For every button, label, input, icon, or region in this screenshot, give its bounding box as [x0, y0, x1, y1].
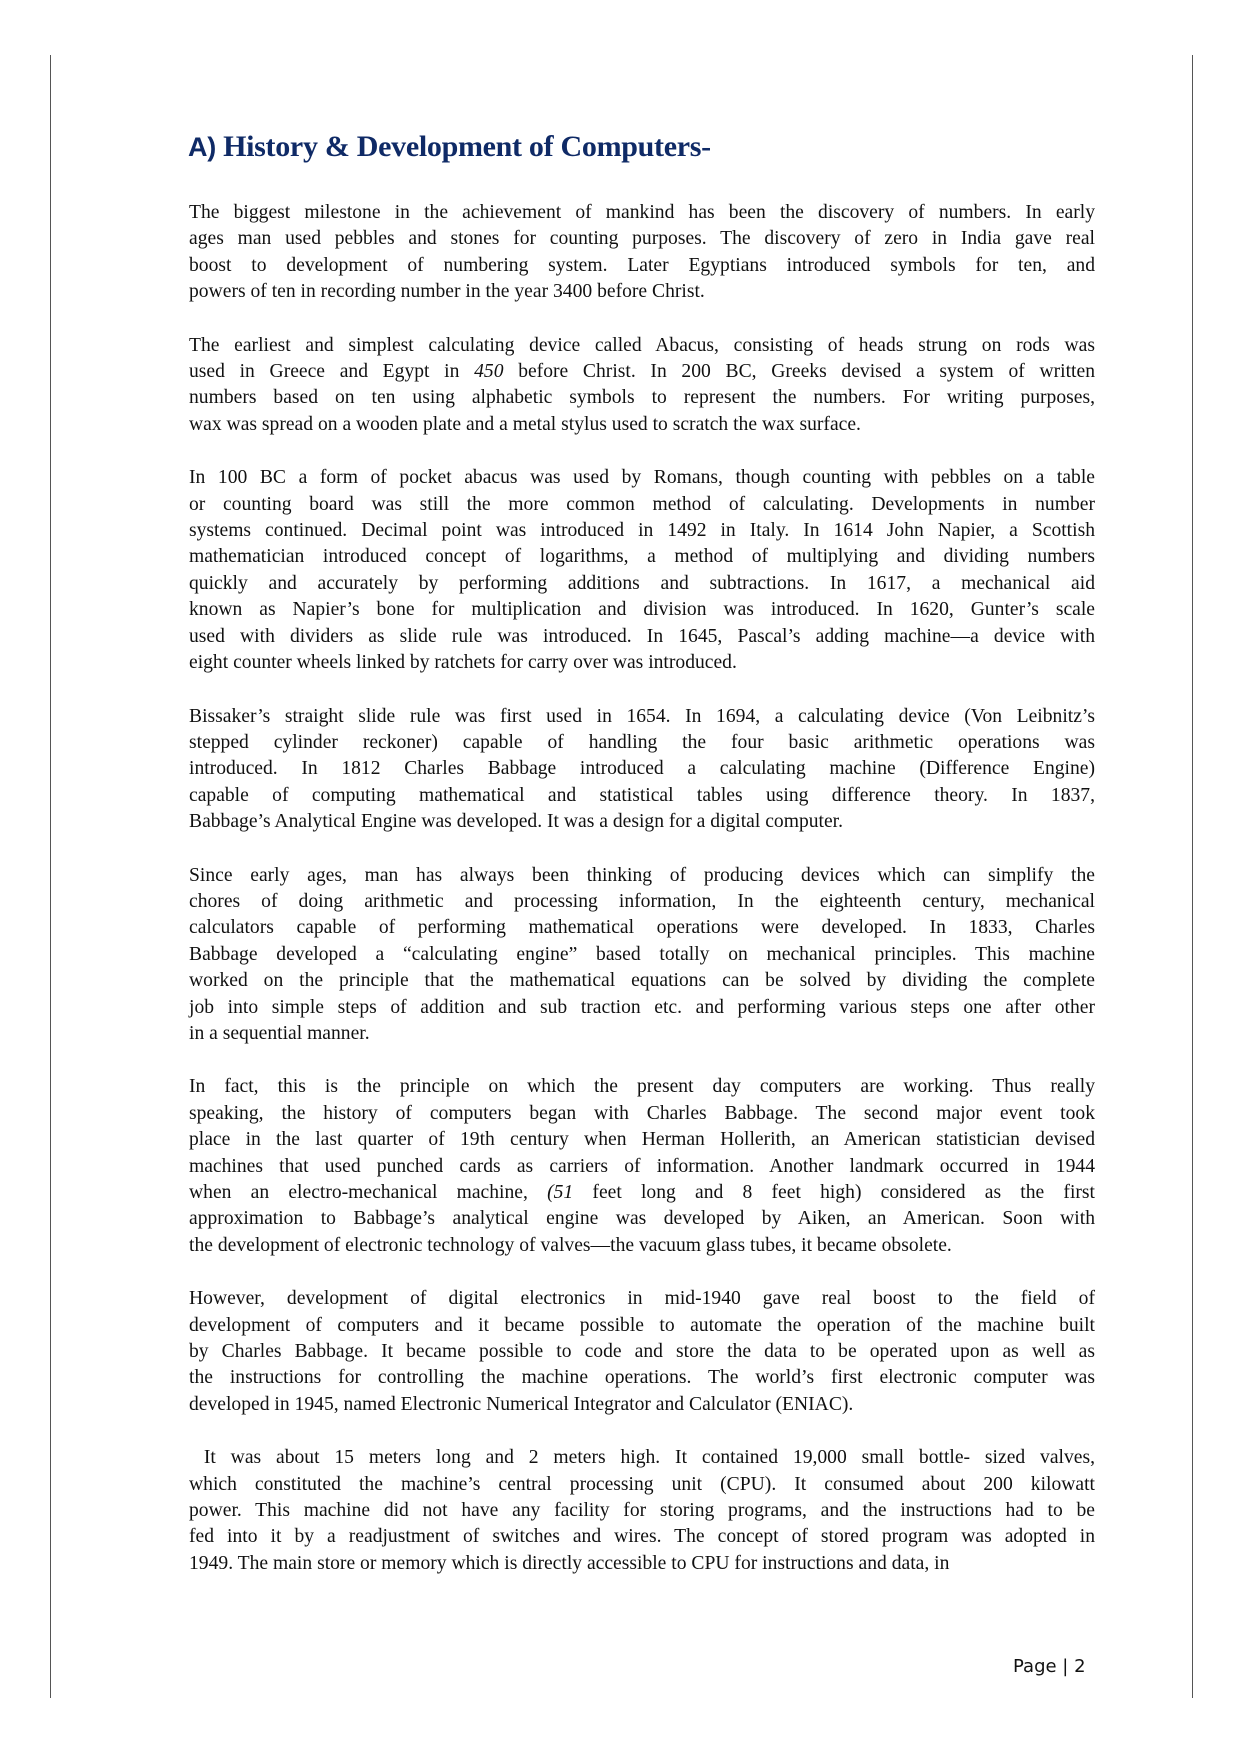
text-line: Since early ages, man has always been thinking of producing devices which can simplify the	[189, 864, 1095, 886]
heading-prefix: A)	[188, 132, 216, 162]
paragraph	[189, 863, 1095, 1048]
text-line: Babbage developed a “calculating engine” based totally on mechanical principles. This machine	[189, 943, 1095, 965]
text-line: capable of computing mathematical and statistical tables using difference theory. In 1837,	[189, 784, 1095, 806]
text-line: eight counter wheels linked by ratchets for carry over was introduced.	[189, 652, 737, 674]
text-line: machines that used punched cards as carriers of information. Another landmark occurred in 1944	[189, 1155, 1095, 1177]
text-line: systems continued. Decimal point was introduced in 1492 in Italy. In 1614 John Napier, a Scottish	[189, 520, 1095, 542]
paragraph	[189, 704, 1095, 836]
text-line: approximation to Babbage’s analytical engine was developed by Aiken, an American. Soon with	[189, 1208, 1095, 1230]
text-line: boost to development of numbering system. Later Egyptians introduced symbols for ten, and	[189, 254, 1095, 276]
text-line: known as Napier’s bone for multiplication and division was introduced. In 1620, Gunter’s scale	[189, 599, 1095, 621]
paragraph	[189, 1074, 1095, 1259]
body-text	[189, 200, 1095, 1604]
text-line: Bissaker’s straight slide rule was first used in 1654. In 1694, a calculating device (Von Leibnitz’s	[189, 705, 1095, 727]
text-line: power. This machine did not have any facility for storing programs, and the instructions had to be	[189, 1500, 1095, 1522]
text-line: quickly and accurately by performing additions and subtractions. In 1617, a mechanical aid	[189, 572, 1095, 594]
paragraph	[189, 333, 1095, 439]
text-line: calculators capable of performing mathematical operations were developed. In 1833, Charles	[189, 917, 1095, 939]
text-line	[189, 359, 1095, 385]
text-line: chores of doing arithmetic and processing information, In the eighteenth century, mechanical	[189, 890, 1095, 912]
text-line: fed into it by a readjustment of switches and wires. The concept of stored program was adopted in	[189, 1526, 1095, 1548]
text-line: developed in 1945, named Electronic Numerical Integrator and Calculator (ENIAC).	[189, 1393, 854, 1415]
paragraph	[189, 1286, 1095, 1418]
right-border-line	[1192, 55, 1193, 1698]
paragraph	[189, 200, 1095, 306]
text-line: In fact, this is the principle on which the present day computers are working. Thus really	[189, 1076, 1095, 1098]
text-line: the development of electronic technology of valves—the vacuum glass tubes, it became obsolete.	[189, 1234, 952, 1256]
text-line: place in the last quarter of 19th century when Herman Hollerith, an American statistician devised	[189, 1129, 1095, 1151]
text-line: powers of ten in recording number in the year 3400 before Christ.	[189, 281, 705, 303]
text-line: In 100 BC a form of pocket abacus was used by Romans, though counting with pebbles on a table	[189, 467, 1095, 489]
text-line: mathematician introduced concept of logarithms, a method of multiplying and dividing numbers	[189, 546, 1095, 568]
heading-title: History & Development of Computers-	[223, 130, 711, 163]
text-segment: feet long and 8 feet high) considered as the first	[573, 1182, 1095, 1203]
text-line: the instructions for controlling the machine operations. The world’s first electronic computer was	[189, 1367, 1095, 1389]
text-line: used with dividers as slide rule was introduced. In 1645, Pascal’s adding machine—a device with	[189, 625, 1095, 647]
text-line: job into simple steps of addition and sub traction etc. and performing various steps one after other	[189, 996, 1095, 1018]
italic-text: (51	[547, 1182, 574, 1203]
text-line: stepped cylinder reckoner) capable of handling the four basic arithmetic operations was	[189, 731, 1095, 753]
section-heading	[188, 130, 711, 164]
paragraph	[189, 465, 1095, 676]
text-line: in a sequential manner.	[189, 1022, 370, 1044]
text-segment: used in Greece and Egypt in	[189, 361, 475, 383]
text-line: worked on the principle that the mathematical equations can be solved by dividing the complete	[189, 970, 1095, 992]
text-line: numbers based on ten using alphabetic symbols to represent the numbers. For writing purposes,	[189, 387, 1095, 409]
page-number: Page | 2	[1013, 1656, 1086, 1677]
text-line: wax was spread on a wooden plate and a metal stylus used to scratch the wax surface.	[189, 413, 861, 435]
text-line: The biggest milestone in the achievement of mankind has been the discovery of numbers. In early	[189, 202, 1095, 223]
text-line: 1949. The main store or memory which is directly accessible to CPU for instructions and data, in	[189, 1552, 950, 1574]
text-line: It was about 15 meters long and 2 meters high. It contained 19,000 small bottle- sized valves,	[189, 1447, 1095, 1469]
italic-text: 450	[474, 361, 504, 383]
text-segment: before Christ. In 200 BC, Greeks devised a system of written	[503, 361, 1095, 383]
text-line: Babbage’s Analytical Engine was developed. It was a design for a digital computer.	[189, 811, 844, 833]
text-line: speaking, the history of computers began with Charles Babbage. The second major event took	[189, 1102, 1095, 1124]
text-segment: when an electro-mechanical machine,	[189, 1182, 548, 1203]
text-line: However, development of digital electronics in mid-1940 gave real boost to the field of	[189, 1288, 1095, 1310]
text-line: which constituted the machine’s central processing unit (CPU). It consumed about 200 kilowatt	[189, 1473, 1095, 1495]
text-line: The earliest and simplest calculating device called Abacus, consisting of heads strung on rods was	[189, 334, 1095, 356]
text-line: ages man used pebbles and stones for counting purposes. The discovery of zero in India gave real	[189, 228, 1095, 250]
text-line: or counting board was still the more common method of calculating. Developments in number	[189, 493, 1095, 515]
text-line	[189, 1180, 1095, 1206]
text-line: by Charles Babbage. It became possible to code and store the data to be operated upon as well as	[189, 1341, 1095, 1363]
text-line: development of computers and it became possible to automate the operation of the machine built	[189, 1314, 1095, 1336]
left-border-line	[50, 55, 51, 1698]
text-line: introduced. In 1812 Charles Babbage introduced a calculating machine (Difference Engine)	[189, 758, 1095, 780]
paragraph	[189, 1445, 1095, 1577]
